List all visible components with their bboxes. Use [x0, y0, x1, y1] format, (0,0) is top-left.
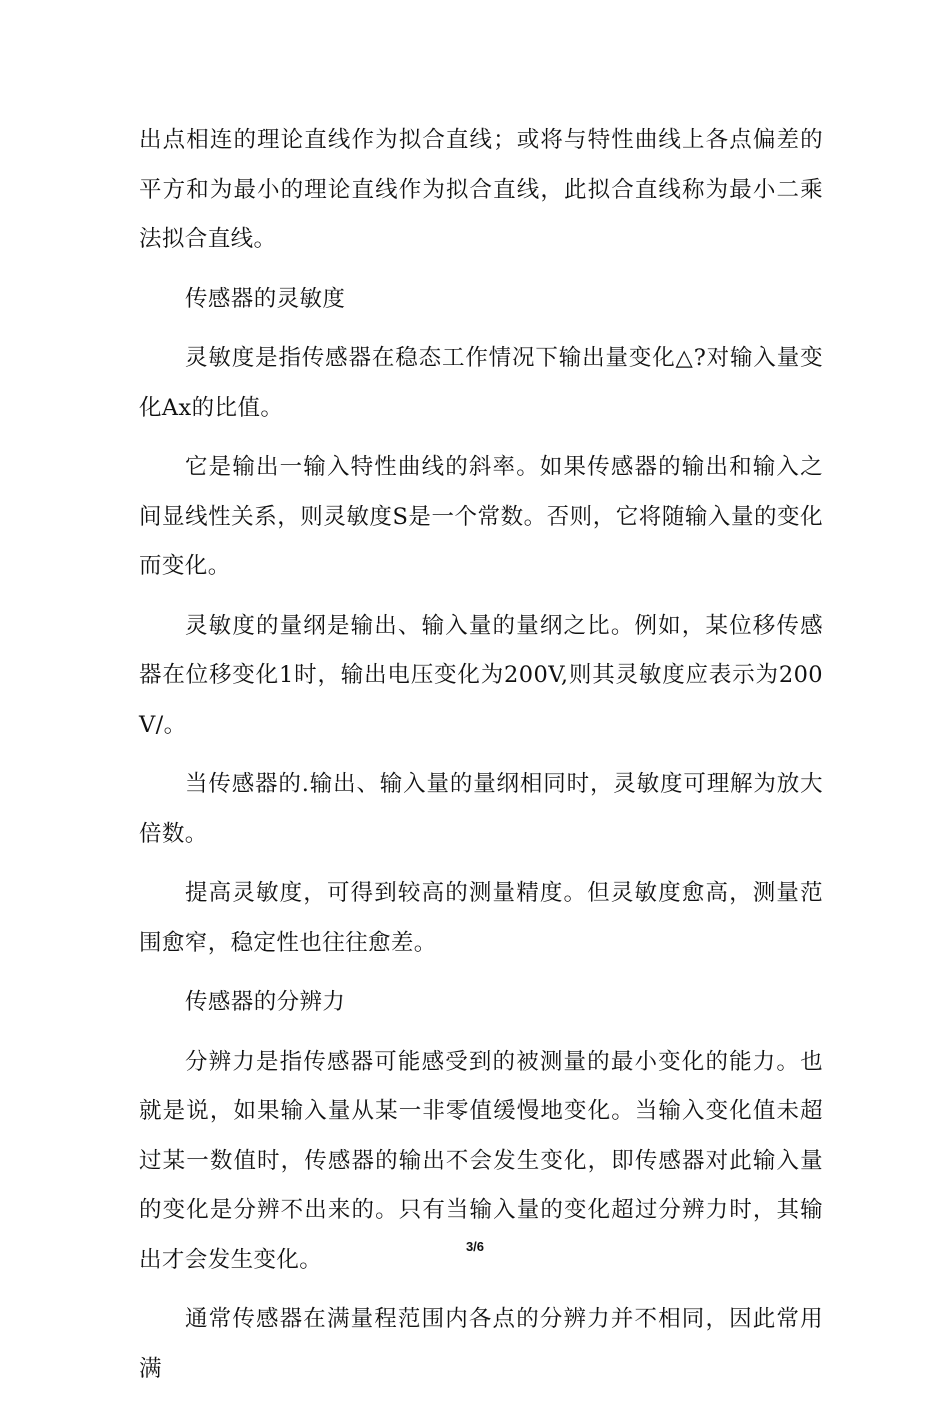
- section-heading-resolution: 传感器的分辨力: [185, 989, 346, 1015]
- paragraph-resolution-range: 通常传感器在满量程范围内各点的分辨力并不相同，因此常用满: [139, 1306, 823, 1382]
- document-body: [139, 116, 823, 1404]
- paragraph-precision: 提高灵敏度，可得到较高的测量精度。但灵敏度愈高，测量范围愈窄，稳定性也往往愈差。: [139, 880, 823, 956]
- paragraph-slope: 它是输出一输入特性曲线的斜率。如果传感器的输出和输入之间显线性关系，则灵敏度S是一个常数。否则，它将随输入量的变化而变化。: [139, 454, 823, 579]
- paragraph-amplification: 当传感器的.输出、输入量的量纲相同时，灵敏度可理解为放大倍数。: [139, 771, 823, 847]
- paragraph-dimension: 灵敏度的量纲是输出、输入量的量纲之比。例如，某位移传感器在位移变化1时，输出电压变化为200V,则其灵敏度应表示为200V/。: [139, 612, 823, 738]
- paragraph-resolution-definition: 分辨力是指传感器可能感受到的被测量的最小变化的能力。也就是说，如果输入量从某一非零值缓慢地变化。当输入变化值未超过某一数值时，传感器的输出不会发生变化，即传感器对此输入量的变化是分辨不出来的。只有当输入量的变化超过分辨力时，其输出才会发生变化。: [139, 1048, 823, 1273]
- page-number: 3/6: [465, 1239, 485, 1254]
- paragraph-sensitivity-definition: 灵敏度是指传感器在稳态工作情况下输出量变化△?对输入量变化Ax的比值。: [139, 345, 823, 421]
- paragraph-continuation: 出点相连的理论直线作为拟合直线；或将与特性曲线上各点偏差的平方和为最小的理论直线作为拟合直线，此拟合直线称为最小二乘法拟合直线。: [139, 127, 823, 252]
- section-heading-sensitivity: 传感器的灵敏度: [185, 285, 346, 312]
